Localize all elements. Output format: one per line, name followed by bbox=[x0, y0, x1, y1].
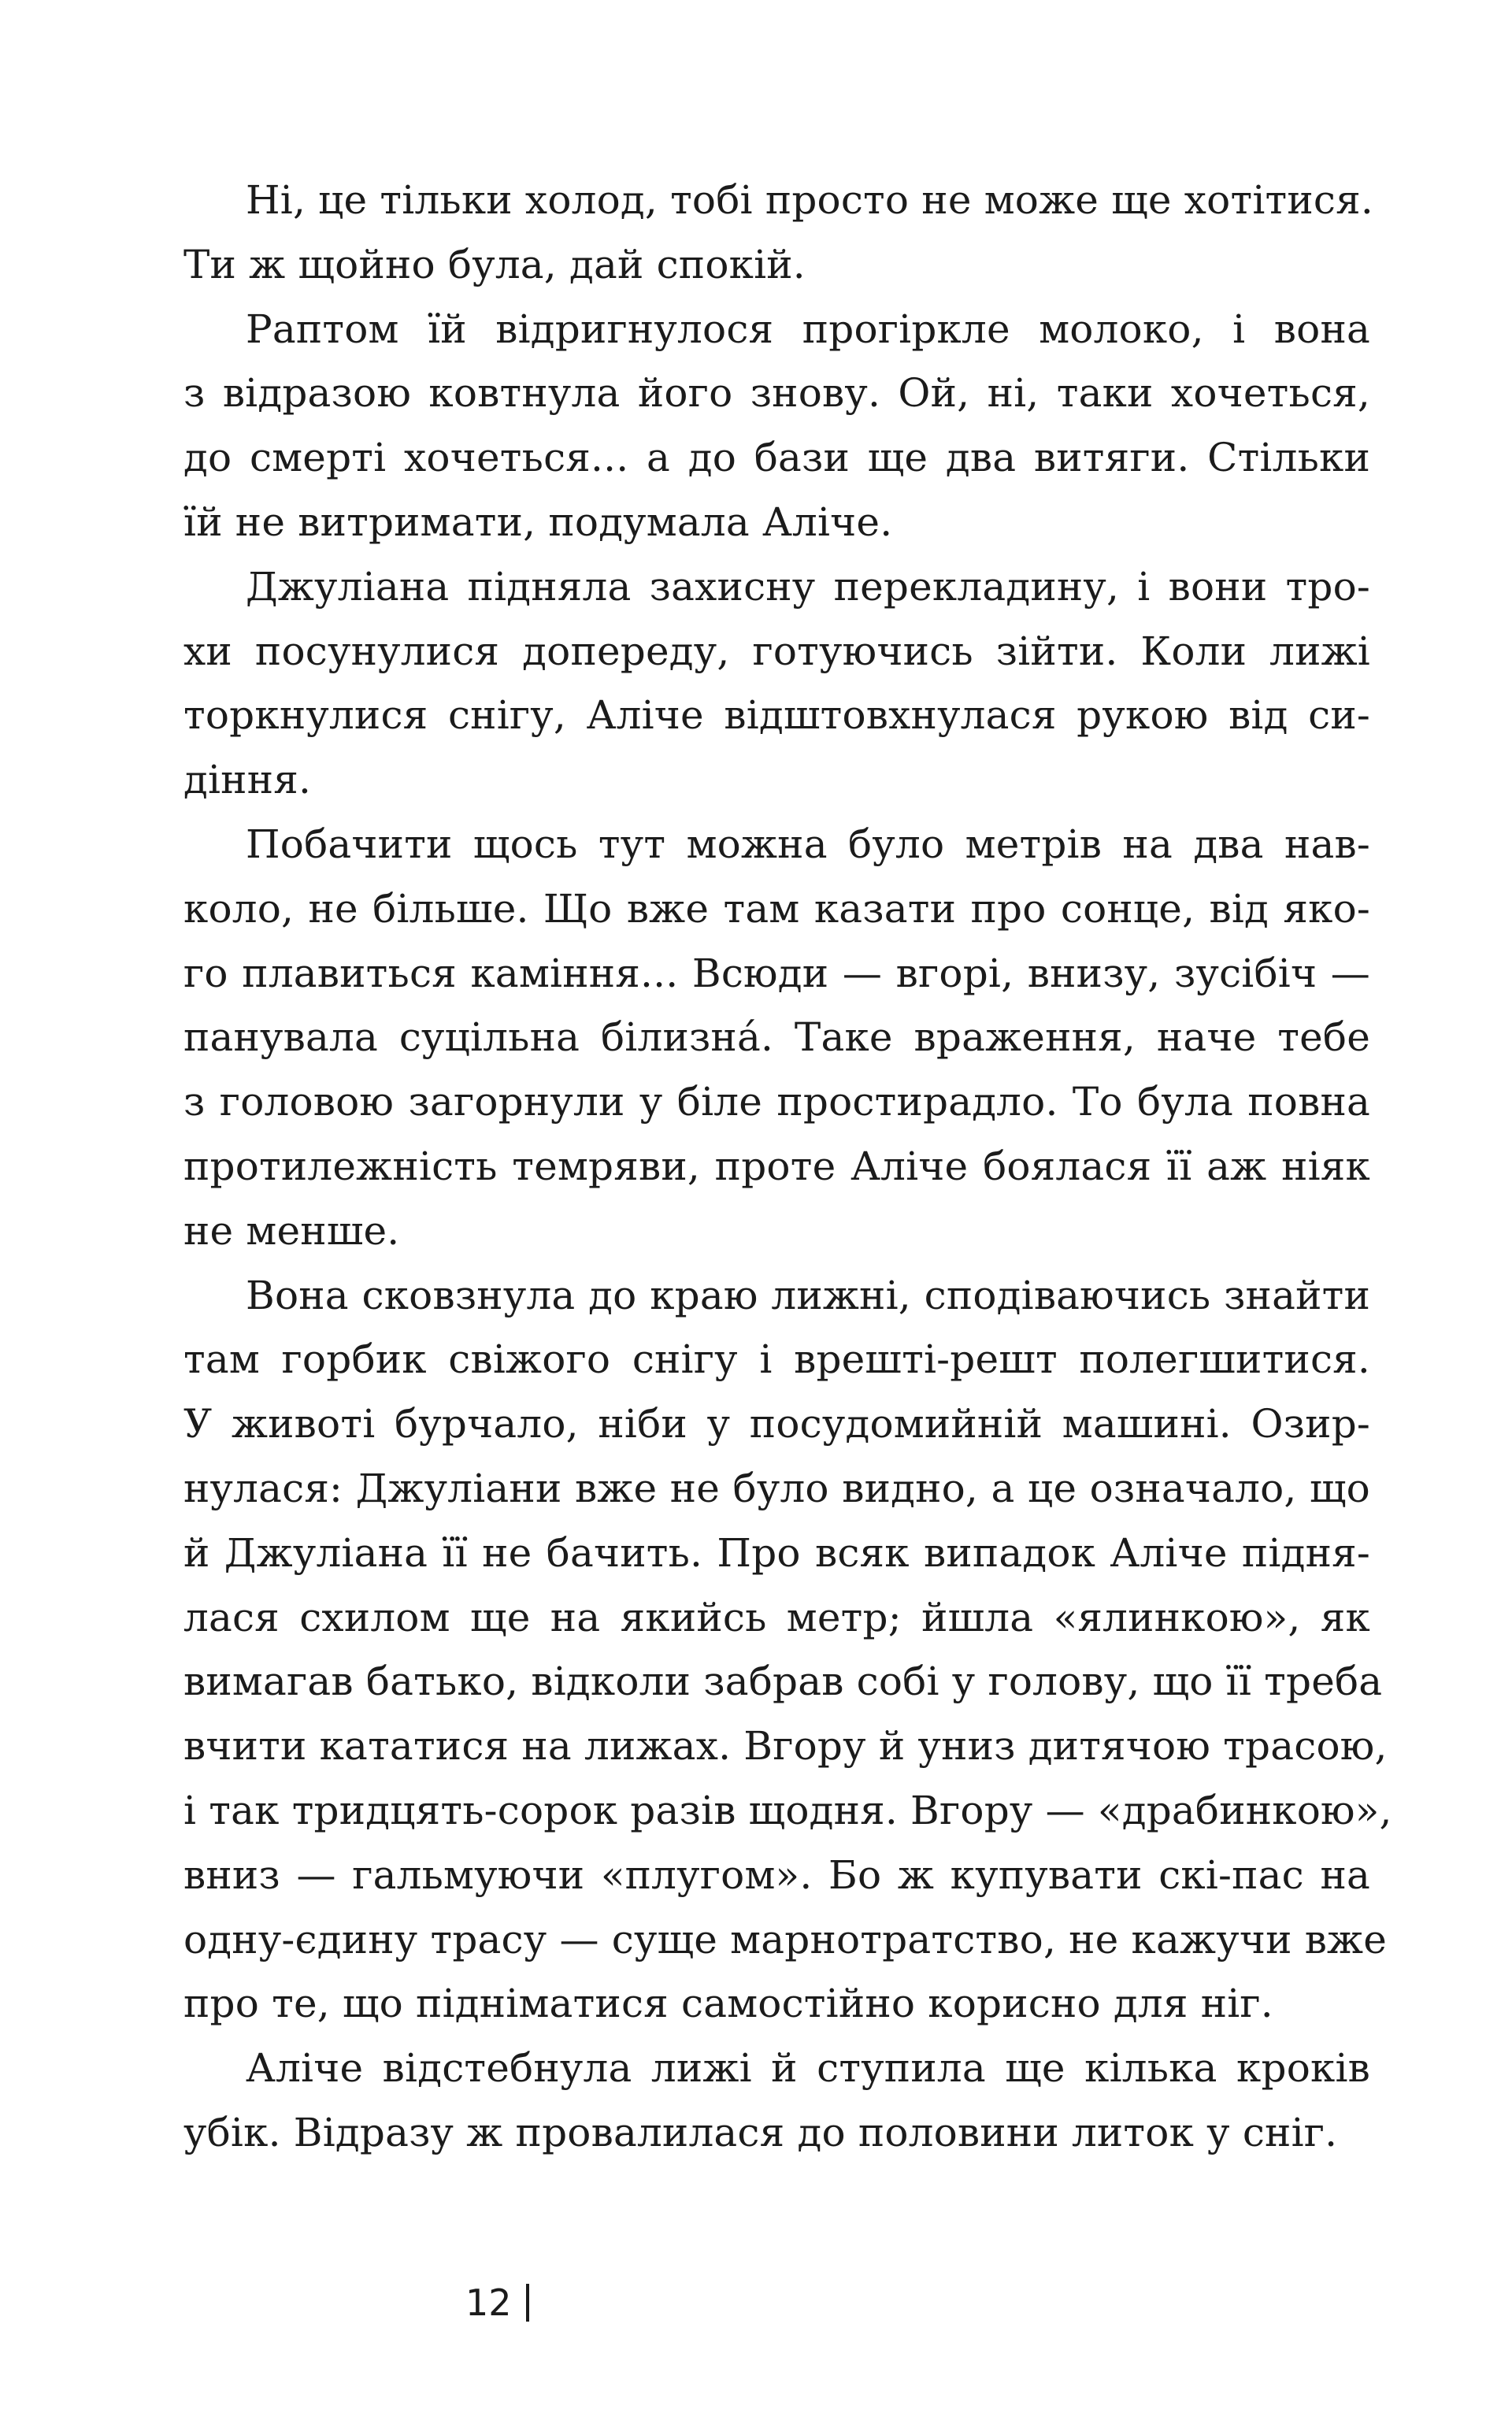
text-line: панувала суцільна білизна́. Таке враження, наче тебе bbox=[183, 1014, 1370, 1061]
text-line: Ти ж щойно була, дай спокій. bbox=[183, 241, 806, 287]
page-number: 12 bbox=[465, 2281, 512, 2324]
text-line: Джуліана підняла захисну перекладину, і вони тро- bbox=[246, 563, 1370, 610]
text-line: протилежність темряви, проте Аліче боялася її аж ніяк bbox=[183, 1143, 1370, 1189]
text-line: Ні, це тільки холод, тобі просто не може ще хотітися. bbox=[246, 177, 1373, 223]
text-line: й Джуліана її не бачить. Про всяк випадок Аліче підня- bbox=[183, 1529, 1370, 1576]
text-line: з відразою ковтнула його знову. Ой, ні, таки хочеться, bbox=[183, 370, 1370, 417]
text-line: нулася: Джуліани вже не було видно, а це означало, що bbox=[183, 1465, 1370, 1511]
text-line: хи посунулися допереду, готуючись зійти. Коли лижі bbox=[183, 628, 1370, 674]
text-line: Раптом їй відригнулося прогіркле молоко, і вона bbox=[246, 306, 1370, 352]
text-line: торкнулися снігу, Аліче відштовхнулася рукою від си- bbox=[183, 692, 1370, 739]
text-line: одну-єдину трасу — суще марнотратство, не кажучи вже bbox=[183, 1916, 1388, 1962]
text-line: до смерті хочеться... а до бази ще два витяги. Стільки bbox=[183, 435, 1370, 481]
text-line: вимагав батько, відколи забрав собі у голову, що її треба bbox=[183, 1659, 1383, 1705]
text-line: не менше. bbox=[183, 1207, 400, 1254]
text-line: з головою загорнули у біле простирадло. То була повна bbox=[183, 1079, 1370, 1125]
paragraph bbox=[183, 555, 1370, 813]
text-line: їй не витримати, подумала Аліче. bbox=[183, 498, 893, 545]
text-line: і так тридцять-сорок разів щодня. Вгору — «драбинкою», bbox=[183, 1787, 1392, 1833]
paragraph bbox=[183, 1264, 1392, 2037]
text-line: діння. bbox=[183, 757, 312, 803]
text-line: лася схилом ще на якийсь метр; йшла «ялинкою», як bbox=[183, 1594, 1370, 1640]
text-line: вниз — гальмуючи «плугом». Бо ж купувати скі-пас на bbox=[183, 1851, 1370, 1898]
text-line: вчити кататися на лижах. Вгору й униз дитячою трасою, bbox=[183, 1723, 1388, 1770]
text-line: Аліче відстебнула лижі й ступила ще кілька кроків bbox=[246, 2045, 1370, 2092]
text-line: У животі бурчало, ніби у посудомийній машині. Озир- bbox=[183, 1401, 1370, 1447]
paragraph bbox=[183, 298, 1370, 555]
paragraph bbox=[183, 169, 1373, 298]
text-line: го плавиться каміння... Всюди — вгорі, внизу, зусібіч — bbox=[183, 950, 1370, 996]
text-line: коло, не більше. Що вже там казати про сонце, від яко- bbox=[183, 885, 1370, 932]
text-line: убік. Відразу ж провалилася до половини литок у сніг. bbox=[183, 2109, 1338, 2155]
text-line: про те, що підніматися самостійно корисно для ніг. bbox=[183, 1981, 1273, 2027]
text-line: Побачити щось тут можна було метрів на два нав- bbox=[246, 821, 1370, 867]
paragraph bbox=[183, 2037, 1370, 2166]
page-number-divider bbox=[526, 2284, 529, 2322]
text-line: Вона сковзнула до краю лижні, сподіваючись знайти bbox=[246, 1272, 1370, 1318]
body-text bbox=[183, 169, 1392, 2166]
paragraph bbox=[183, 813, 1370, 1264]
text-line: там горбик свіжого снігу і врешті-решт полегшитися. bbox=[183, 1336, 1370, 1383]
